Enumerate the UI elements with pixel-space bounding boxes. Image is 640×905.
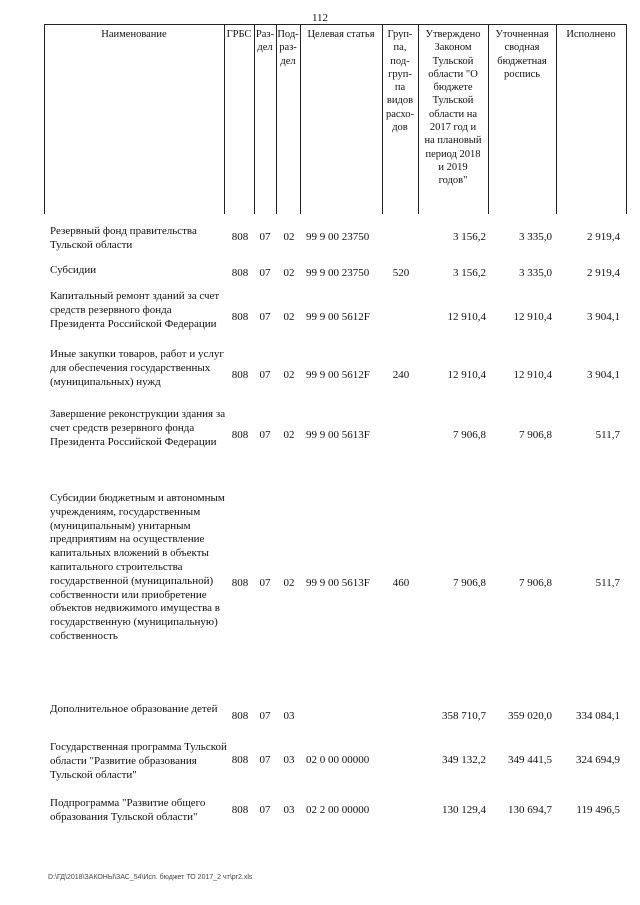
cell-target: 99 9 00 5613F (306, 577, 370, 589)
table-header (44, 24, 626, 214)
cell-executed: 3 904,1 (587, 369, 620, 381)
cell-refined: 7 906,8 (519, 577, 552, 589)
col-border (626, 24, 627, 214)
row-name: Дополнительное образование детей (50, 703, 218, 715)
header-approved: Утверждено Законом Тульской области "О бюджете Тульской области на 2017 год и на плановый период 2018 и 2019 годов" (424, 29, 482, 187)
cell-refined: 12 910,4 (513, 369, 552, 381)
cell-grbs: 808 (231, 754, 249, 766)
header-top-border (44, 24, 626, 25)
cell-target: 02 0 00 00000 (306, 754, 370, 766)
header-razdel: Раз- дел (255, 29, 275, 54)
cell-approved: 7 906,8 (453, 429, 486, 441)
cell-target: 02 2 00 00000 (306, 804, 370, 816)
header-group: Груп- па, под- груп- па видов расхо- дов (385, 29, 415, 134)
cell-refined: 12 910,4 (513, 311, 552, 323)
cell-approved: 7 906,8 (453, 577, 486, 589)
row-name: Завершение реконструкции здания за счет средств резервного фонда Президента Российской Федерации (50, 408, 226, 448)
cell-approved: 12 910,4 (447, 311, 486, 323)
cell-refined: 349 441,5 (508, 754, 552, 766)
cell-grbs: 808 (231, 429, 249, 441)
header-refined: Уточненная сводная бюджетная роспись (495, 29, 549, 80)
cell-refined: 130 694,7 (508, 804, 552, 816)
cell-refined: 3 335,0 (519, 267, 552, 279)
cell-razdel: 07 (259, 804, 271, 816)
cell-podrazdel: 02 (283, 369, 295, 381)
header-podrazdel: Под- раз- дел (277, 29, 299, 67)
cell-refined: 7 906,8 (519, 429, 552, 441)
cell-executed: 511,7 (595, 577, 620, 589)
cell-grbs: 808 (231, 710, 249, 722)
cell-razdel: 07 (259, 369, 271, 381)
row-name: Субсидии бюджетным и автономным учреждениям, государственным (муниципальным) унитарным предприятиям на осуществление капитальных вложений в объекты капитального строительства государственной (муниципальной) собственности или приобретение объектов недвижимого имущества в государственную (муниципальную) собственность (50, 492, 225, 642)
cell-target: 99 9 00 5612F (306, 369, 370, 381)
row-name: Резервный фонд правительства Тульской области (50, 225, 197, 251)
cell-approved: 3 156,2 (453, 267, 486, 279)
page-number: 112 (311, 12, 329, 24)
cell-approved: 3 156,2 (453, 231, 486, 243)
cell-approved: 349 132,2 (442, 754, 486, 766)
col-border (300, 24, 301, 214)
cell-executed: 3 904,1 (587, 311, 620, 323)
cell-target: 99 9 00 5612F (306, 311, 370, 323)
cell-refined: 359 020,0 (508, 710, 552, 722)
cell-group: 240 (392, 369, 410, 381)
cell-grbs: 808 (231, 231, 249, 243)
cell-executed: 334 084,1 (576, 710, 620, 722)
row-name: Субсидии (50, 264, 97, 276)
cell-target: 99 9 00 5613F (306, 429, 370, 441)
cell-grbs: 808 (231, 311, 249, 323)
cell-target: 99 9 00 23750 (306, 231, 370, 243)
cell-razdel: 07 (259, 231, 271, 243)
header-executed: Исполнено (566, 29, 616, 40)
cell-group: 460 (392, 577, 410, 589)
cell-target: 99 9 00 23750 (306, 267, 370, 279)
cell-grbs: 808 (231, 369, 249, 381)
col-border (556, 24, 557, 214)
row-name: Подпрограмма "Развитие общего образования Тульской области" (50, 797, 206, 823)
cell-podrazdel: 03 (283, 804, 295, 816)
cell-podrazdel: 02 (283, 231, 295, 243)
cell-podrazdel: 02 (283, 577, 295, 589)
cell-podrazdel: 03 (283, 754, 295, 766)
cell-grbs: 808 (231, 577, 249, 589)
header-target: Целевая статья (307, 29, 375, 40)
cell-executed: 2 919,4 (587, 231, 620, 243)
cell-razdel: 07 (259, 710, 271, 722)
row-name: Иные закупки товаров, работ и услуг для обеспечения государственных (муниципальных) нужд (50, 348, 224, 388)
cell-executed: 119 496,5 (576, 804, 620, 816)
cell-razdel: 07 (259, 577, 271, 589)
cell-approved: 12 910,4 (447, 369, 486, 381)
col-border (44, 24, 45, 214)
col-border (224, 24, 225, 214)
cell-approved: 358 710,7 (442, 710, 486, 722)
cell-razdel: 07 (259, 311, 271, 323)
cell-executed: 511,7 (595, 429, 620, 441)
header-grbs: ГРБС (226, 29, 252, 40)
cell-podrazdel: 02 (283, 311, 295, 323)
cell-podrazdel: 03 (283, 710, 295, 722)
header-name: Наименование (101, 29, 167, 40)
cell-razdel: 07 (259, 754, 271, 766)
row-name: Капитальный ремонт зданий за счет средств резервного фонда Президента Российской Федерации (50, 290, 220, 330)
cell-podrazdel: 02 (283, 267, 295, 279)
cell-razdel: 07 (259, 267, 271, 279)
cell-executed: 324 694,9 (576, 754, 620, 766)
cell-podrazdel: 02 (283, 429, 295, 441)
cell-grbs: 808 (231, 804, 249, 816)
cell-razdel: 07 (259, 429, 271, 441)
cell-executed: 2 919,4 (587, 267, 620, 279)
cell-refined: 3 335,0 (519, 231, 552, 243)
cell-group: 520 (392, 267, 410, 279)
file-path: D:\ГД\2018\ЗАКОНЫ\ЗАС_54\Исп. бюджет ТО 2017_2 чт\pr2.xls (48, 874, 253, 881)
cell-grbs: 808 (231, 267, 249, 279)
row-name: Государственная программа Тульской области "Развитие образования Тульской области" (50, 741, 227, 781)
cell-approved: 130 129,4 (442, 804, 486, 816)
